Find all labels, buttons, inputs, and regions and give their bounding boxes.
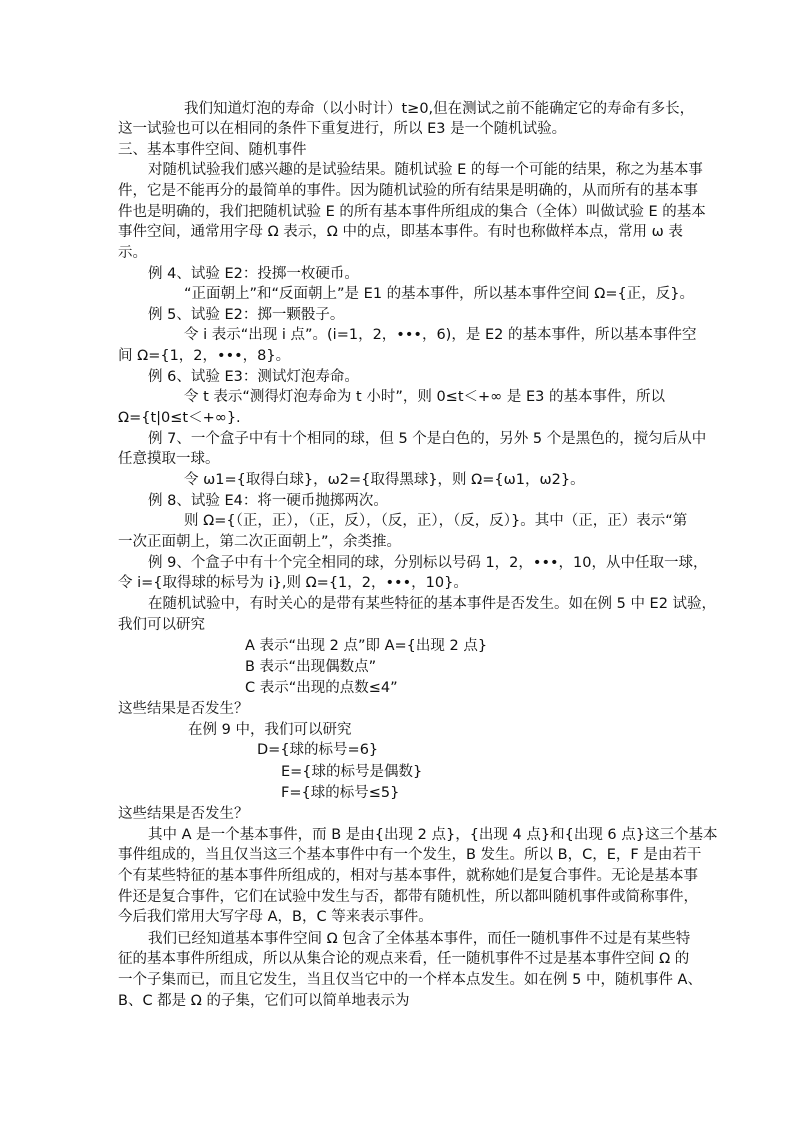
- text-line: 任意摸取一球。: [118, 451, 220, 467]
- text-line: 我们知道灯泡的寿命（以小时计）t≥0,但在测试之前不能确定它的寿命有多长，: [184, 101, 695, 117]
- text-line: 在例 9 中，我们可以研究: [188, 722, 352, 738]
- text-line: 我们可以研究: [118, 617, 205, 633]
- text-line: 示。: [118, 245, 147, 261]
- text-line: 件也是明确的，我们把随机试验 E 的所有基本事件所组成的集合（全体）叫做试验 E 的基本: [118, 204, 706, 220]
- example-heading: 例 8、试验 E4：将一硬币抛掷两次。: [148, 493, 388, 509]
- text-line: 其中 A 是一个基本事件，而 B 是由{出现 2 点}，{出现 4 点}和{出现 6 点}这三个基本: [148, 827, 718, 843]
- text-line: 这些结果是否发生？: [118, 701, 249, 717]
- text-line: “正面朝上”和“反面朝上”是 E1 的基本事件，所以基本事件空间 Ω={正，反}。: [184, 286, 694, 302]
- text-line: 令 ω1={取得白球}，ω2={取得黑球}，则 Ω={ω1，ω2}。: [184, 472, 585, 488]
- event-definition: A 表示“出现 2 点”即 A={出现 2 点}: [245, 638, 488, 654]
- text-line: 间 Ω={1，2，•••，8}。: [118, 348, 291, 364]
- example-heading: 例 4、试验 E2：投掷一枚硬币。: [148, 266, 359, 282]
- example-heading: 例 9、个盒子中有十个完全相同的球，分别标以号码 1，2，•••，10，从中任取一球，: [148, 555, 708, 571]
- text-line: 征的基本事件所组成，所以从集合论的观点来看，任一随机事件不过是基本事件空间 Ω 的: [118, 951, 690, 967]
- section-heading: 三、基本事件空间、随机事件: [118, 142, 307, 158]
- text-line: 这些结果是否发生？: [118, 806, 249, 822]
- text-line: 令 t 表示“测得灯泡寿命为 t 小时”，则 0≤t＜+∞ 是 E3 的基本事件，所以: [184, 389, 665, 405]
- text-line: 事件空间，通常用字母 Ω 表示，Ω 中的点，即基本事件。有时也称做样本点，常用 ω 表: [118, 224, 683, 240]
- text-line: 在随机试验中，有时关心的是带有某些特征的基本事件是否发生。如在例 5 中 E2 试验，: [148, 596, 717, 612]
- event-definition: E={球的标号是偶数}: [281, 764, 423, 780]
- text-line: 一个子集而已，而且它发生，当且仅当它中的一个样本点发生。如在例 5 中，随机事件 A、: [118, 972, 702, 988]
- text-line: 令 i={取得球的标号为 i},则 Ω={1，2，•••，10}。: [118, 575, 468, 591]
- text-line: 对随机试验我们感兴趣的是试验结果。随机试验 E 的每一个可能的结果，称之为基本事: [148, 162, 703, 178]
- text-line: 这一试验也可以在相同的条件下重复进行，所以 E3 是一个随机试验。: [118, 121, 567, 137]
- event-definition: F={球的标号≤5}: [281, 785, 400, 801]
- text-line: 事件组成的，当且仅当这三个基本事件中有一个发生，B 发生。所以 B，C，E，F 是由若干: [118, 847, 702, 863]
- event-definition: C 表示“出现的点数≤4”: [245, 680, 398, 696]
- text-line: B、C 都是 Ω 的子集，它们可以简单地表示为: [118, 993, 410, 1009]
- text-line: 则 Ω={（正，正），（正，反），（反，正），（反，反）}。其中（正，正）表示“第: [184, 513, 688, 529]
- text-line: 件还是复合事件，它们在试验中发生与否，都带有随机性，所以都叫随机事件或简称事件，: [118, 889, 698, 905]
- event-definition: D={球的标号=6}: [257, 742, 379, 758]
- event-definition: B 表示“出现偶数点”: [245, 659, 377, 675]
- example-heading: 例 7、一个盒子中有十个相同的球，但 5 个是白色的，另外 5 个是黑色的，搅匀后从中: [148, 431, 707, 447]
- text-line: 我们已经知道基本事件空间 Ω 包含了全体基本事件，而任一随机事件不过是有某些特: [148, 931, 691, 947]
- text-line: 个有某些特征的基本事件所组成的，相对与基本事件，就称她们是复合事件。无论是基本事: [118, 868, 698, 884]
- text-line: 一次正面朝上，第二次正面朝上”，余类推。: [118, 534, 402, 550]
- text-line: 件，它是不能再分的最简单的事件。因为随机试验的所有结果是明确的，从而所有的基本事: [118, 183, 698, 199]
- text-line: 今后我们常用大写字母 A，B，C 等来表示事件。: [118, 909, 433, 925]
- text-line: 令 i 表示“出现 i 点”。(i=1，2，•••，6)，是 E2 的基本事件，所以基本事件空: [184, 327, 697, 343]
- text-line: Ω={t|0≤t＜+∞}.: [118, 410, 241, 426]
- example-heading: 例 5、试验 E2：掷一颗骰子。: [148, 307, 345, 323]
- example-heading: 例 6、试验 E3：测试灯泡寿命。: [148, 369, 359, 385]
